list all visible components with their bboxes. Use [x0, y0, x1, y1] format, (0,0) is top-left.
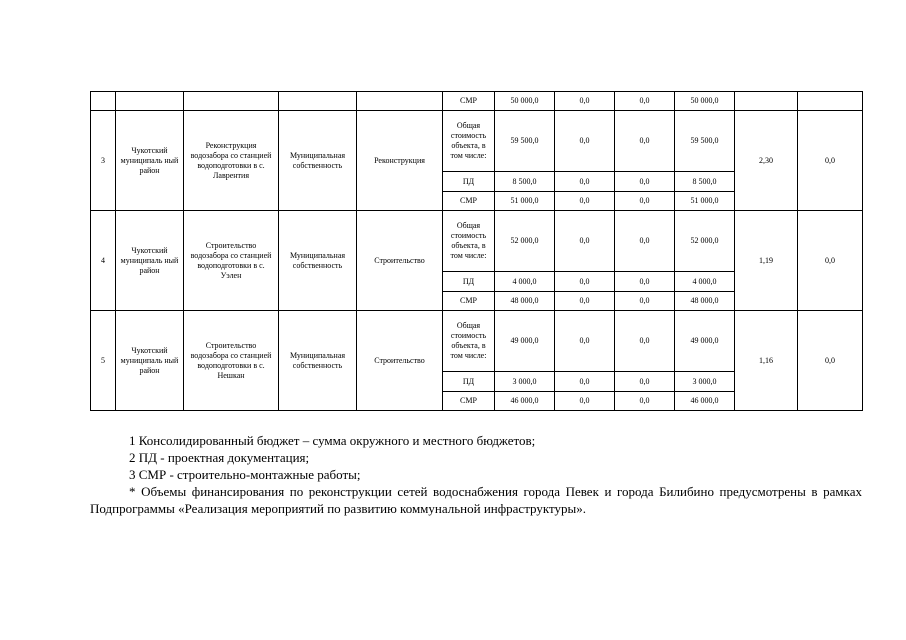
table-body	[91, 92, 863, 411]
value-cell: 0,0	[555, 392, 615, 411]
value-cell: 3 000,0	[495, 372, 555, 392]
municipality-cell: Чукотский муниципаль ный район	[116, 111, 184, 211]
ownership-cell: Муниципальная собственность	[279, 111, 357, 211]
empty-cell	[735, 92, 798, 111]
value-cell: 0,0	[555, 192, 615, 211]
object-name-cell: Реконструкция водозабора со станцией водоподготовки в с. Лаврентия	[184, 111, 279, 211]
value-cell: 0,0	[615, 111, 675, 172]
value-cell: 50 000,0	[495, 92, 555, 111]
ownership-cell: Муниципальная собственность	[279, 211, 357, 311]
value-cell: 48 000,0	[495, 292, 555, 311]
work-type-cell: Строительство	[357, 311, 443, 411]
value-cell: 52 000,0	[495, 211, 555, 272]
table-row	[91, 92, 863, 111]
value-cell: 51 000,0	[495, 192, 555, 211]
smr-label: СМР	[443, 192, 495, 211]
row-number: 3	[91, 111, 116, 211]
smr-label: СМР	[443, 292, 495, 311]
indicator-cell: 2,30	[735, 111, 798, 211]
value-cell: 50 000,0	[675, 92, 735, 111]
value-cell: 8 500,0	[495, 172, 555, 192]
value-cell: 48 000,0	[675, 292, 735, 311]
value-cell: 0,0	[555, 92, 615, 111]
value-cell: 49 000,0	[495, 311, 555, 372]
value-cell: 4 000,0	[675, 272, 735, 292]
pd-label: ПД	[443, 372, 495, 392]
municipality-cell: Чукотский муниципаль ный район	[116, 211, 184, 311]
value-cell: 0,0	[555, 311, 615, 372]
smr-label: СМР	[443, 92, 495, 111]
indicator-cell: 0,0	[798, 211, 863, 311]
indicator-cell: 0,0	[798, 311, 863, 411]
value-cell: 46 000,0	[675, 392, 735, 411]
pd-label: ПД	[443, 172, 495, 192]
footnotes	[90, 432, 862, 517]
value-cell: 0,0	[615, 372, 675, 392]
indicator-cell: 1,16	[735, 311, 798, 411]
value-cell: 0,0	[615, 172, 675, 192]
total-cost-label: Общая стоимость объекта, в том числе:	[443, 211, 495, 272]
empty-cell	[91, 92, 116, 111]
indicator-cell: 0,0	[798, 111, 863, 211]
value-cell: 3 000,0	[675, 372, 735, 392]
value-cell: 0,0	[555, 172, 615, 192]
value-cell: 0,0	[555, 372, 615, 392]
pd-label: ПД	[443, 272, 495, 292]
value-cell: 0,0	[615, 192, 675, 211]
footnote-2: 2 ПД - проектная документация;	[129, 450, 310, 465]
value-cell: 0,0	[615, 392, 675, 411]
smr-label: СМР	[443, 392, 495, 411]
work-type-cell: Строительство	[357, 211, 443, 311]
empty-cell	[357, 92, 443, 111]
value-cell: 0,0	[555, 111, 615, 172]
value-cell: 59 500,0	[495, 111, 555, 172]
value-cell: 49 000,0	[675, 311, 735, 372]
value-cell: 52 000,0	[675, 211, 735, 272]
table-row	[91, 311, 863, 372]
total-cost-label: Общая стоимость объекта, в том числе:	[443, 111, 495, 172]
footnote-3: 3 СМР - строительно-монтажные работы;	[129, 467, 361, 482]
value-cell: 0,0	[615, 272, 675, 292]
value-cell: 46 000,0	[495, 392, 555, 411]
empty-cell	[279, 92, 357, 111]
municipality-cell: Чукотский муниципаль ный район	[116, 311, 184, 411]
ownership-cell: Муниципальная собственность	[279, 311, 357, 411]
financing-table	[90, 91, 863, 411]
object-name-cell: Строительство водозабора со станцией водоподготовки в с. Нешкан	[184, 311, 279, 411]
empty-cell	[116, 92, 184, 111]
value-cell: 0,0	[615, 92, 675, 111]
value-cell: 0,0	[615, 311, 675, 372]
row-number: 5	[91, 311, 116, 411]
total-cost-label: Общая стоимость объекта, в том числе:	[443, 311, 495, 372]
indicator-cell: 1,19	[735, 211, 798, 311]
work-type-cell: Реконструкция	[357, 111, 443, 211]
empty-cell	[184, 92, 279, 111]
value-cell: 0,0	[555, 272, 615, 292]
value-cell: 0,0	[615, 211, 675, 272]
value-cell: 8 500,0	[675, 172, 735, 192]
value-cell: 4 000,0	[495, 272, 555, 292]
object-name-cell: Строительство водозабора со станцией водоподготовки в с. Уэлен	[184, 211, 279, 311]
value-cell: 51 000,0	[675, 192, 735, 211]
value-cell: 0,0	[615, 292, 675, 311]
value-cell: 59 500,0	[675, 111, 735, 172]
table-row	[91, 211, 863, 272]
empty-cell	[798, 92, 863, 111]
value-cell: 0,0	[555, 292, 615, 311]
row-number: 4	[91, 211, 116, 311]
table-row	[91, 111, 863, 172]
footnote-1: 1 Консолидированный бюджет – сумма окружного и местного бюджетов;	[129, 433, 536, 448]
value-cell: 0,0	[555, 211, 615, 272]
footnote-asterisk: * Объемы финансирования по реконструкции сетей водоснабжения города Певек и города Билибино предусмотрены в рамках Подпрограммы «Реализация мероприятий по развитию коммунальной инфраструктуры».	[90, 484, 862, 516]
